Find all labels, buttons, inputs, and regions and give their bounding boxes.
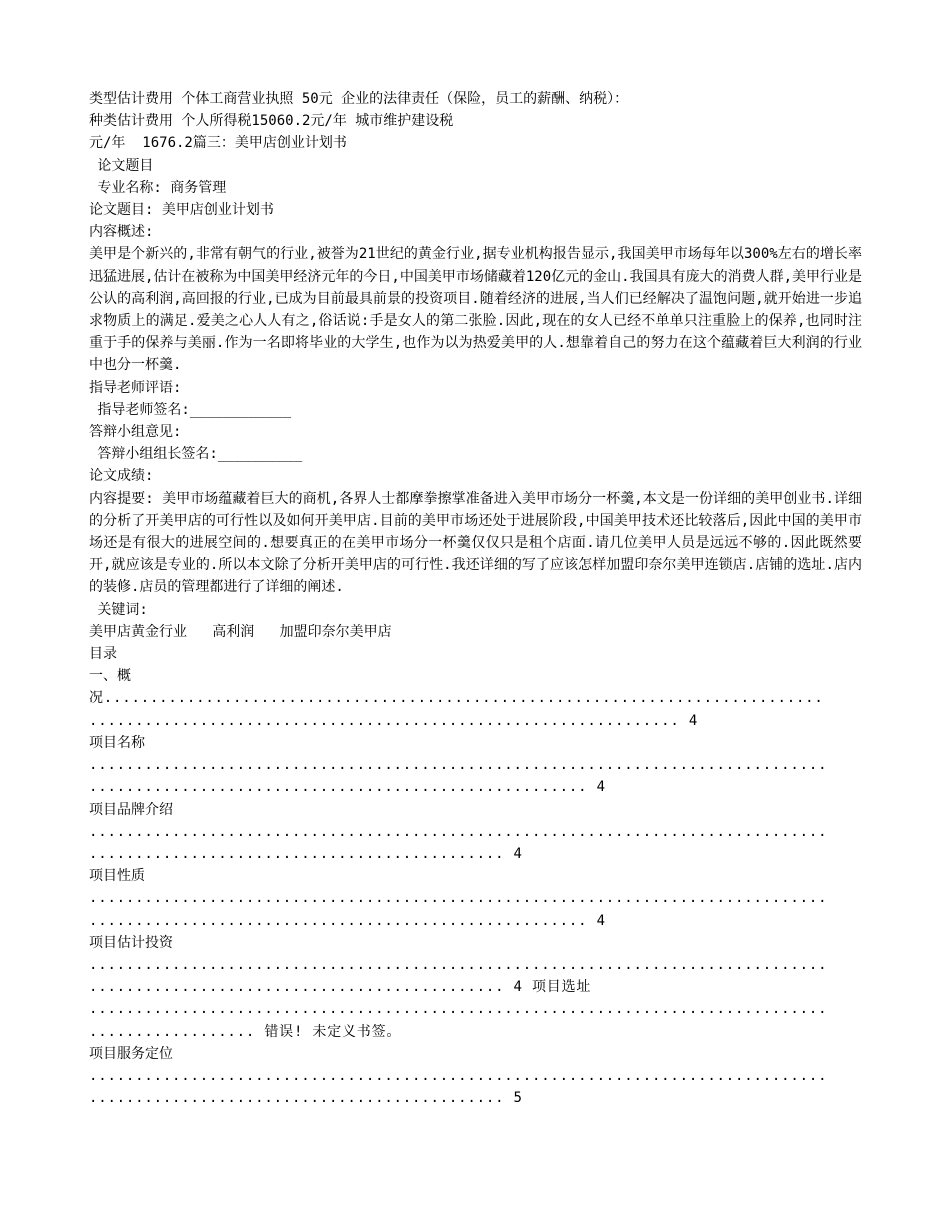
toc-entry-label: 项目品牌介绍	[89, 801, 173, 818]
grade-label: 论文成绩:	[89, 468, 154, 485]
text-line: 种类估计费用 个人所得税15060.2元/年 城市维护建设税	[89, 113, 454, 130]
toc-leader: ................................................................................	[89, 823, 828, 840]
advisor-comment-label: 指导老师评语:	[89, 379, 182, 396]
defense-opinion-label: 答辩小组意见:	[89, 424, 182, 441]
toc-leader: ................................................................ 4	[89, 712, 699, 729]
toc-entry-label: 项目名称	[89, 734, 145, 751]
major-name: 专业名称: 商务管理	[89, 179, 227, 196]
toc-entry-label: 项目服务定位	[89, 1045, 173, 1062]
toc-leader: ................................................................................	[89, 757, 828, 774]
toc-leader: 况..............................................................................	[89, 690, 824, 707]
keywords-label: 关键词:	[89, 601, 148, 618]
summary-heading: 内容概述:	[89, 224, 154, 241]
toc-leader: ................................................................................	[89, 956, 828, 973]
text-line: 类型估计费用 个体工商营业执照 50元 企业的法律责任（保险，员工的薪酬、纳税）：	[89, 91, 629, 107]
toc-heading: 目录	[89, 646, 117, 663]
toc-leader: ................................................................................	[89, 890, 828, 907]
toc-entry-label: 一、概	[89, 668, 131, 685]
toc-leader: ................................................................................	[89, 1067, 828, 1084]
toc-leader: ............................................. 4	[89, 845, 523, 862]
toc-leader: .................. 错误! 未定义书签。	[89, 1023, 402, 1040]
toc-leader: ............................................. 4 项目选址	[89, 979, 592, 996]
toc-leader: ................................................................................	[89, 1001, 828, 1018]
thesis-title-heading: 论文题目	[89, 157, 154, 174]
toc-leader: ............................................. 5	[89, 1090, 523, 1107]
toc-leader: ...................................................... 4	[89, 779, 606, 796]
toc-leader: ...................................................... 4	[89, 912, 606, 929]
defense-leader-signature-line: 答辩小组组长签名:__________	[89, 446, 303, 463]
toc-entry-label: 项目估计投资	[89, 934, 173, 951]
abstract-paragraph: 内容提要: 美甲市场蕴藏着巨大的商机,各界人士都摩拳擦掌准备进入美甲市场分一杯羹,本文是一份详细的美甲创业书.详细的分析了开美甲店的可行性以及如何开美甲店.目前的美甲市场还处于进展阶段,中国美甲技术还比较落后,因此中国的美甲市场还是有很大的进展空间的.想要真正的在美甲市场分一杯羹仅仅只是租个店面.请几位美甲人员是远远不够的.因此既然要开,就应该是专业的.所以本文除了分析开美甲店的可行性.我还详细的写了应该怎样加盟印奈尔美甲连锁店.店铺的选址.店内的装修.店员的管理都进行了详细的阐述.	[89, 490, 862, 596]
text-line: 元/年 1676.2篇三：美甲店创业计划书	[89, 135, 347, 152]
summary-paragraph: 美甲是个新兴的,非常有朝气的行业,被誉为21世纪的黄金行业,据专业机构报告显示,我国美甲市场每年以300%左右的增长率迅猛进展,估计在被称为中国美甲经济元年的今日,中国美甲市场储藏着120亿元的金山.我国具有庞大的消费人群,美甲行业是公认的高利润,高回报的行业,已成为目前最具前景的投资项目.随着经济的进展,当人们已经解决了温饱问题,就开始进一步追求物质上的满足.爱美之心人人有之,俗话说:手是女人的第二张脸.因此,现在的女人已经不单单只注重脸上的保养,也同时注重于手的保养与美丽.作为一名即将毕业的大学生,也作为以为热爱美甲的人.想靠着自己的努力在这个蕴藏着巨大利润的行业中也分一杯羹.	[89, 246, 862, 374]
keywords: 美甲店黄金行业 高利润 加盟印奈尔美甲店	[89, 623, 392, 640]
thesis-title: 论文题目: 美甲店创业计划书	[89, 202, 274, 219]
toc-entry-label: 项目性质	[89, 868, 145, 885]
advisor-signature-line: 指导老师签名:____________	[89, 401, 292, 418]
